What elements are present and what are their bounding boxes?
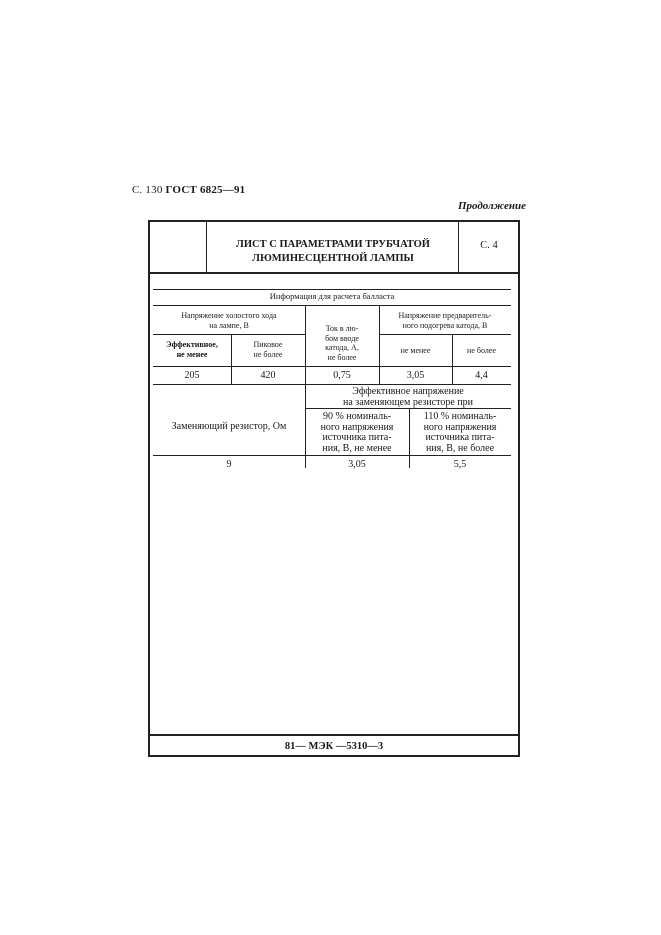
header-line: 90 % номиналь- bbox=[323, 411, 391, 422]
effective-voltage-header bbox=[153, 340, 231, 359]
header-line: не менее bbox=[176, 349, 208, 359]
continuation-label: Продолжение bbox=[457, 200, 526, 212]
page-header bbox=[132, 184, 245, 196]
preheat-min-header: не менее bbox=[400, 346, 431, 355]
header-line: бом вводе bbox=[325, 333, 359, 343]
sheet-title-line: ЛЮМИНЕСЦЕНТНОЙ ЛАМПЫ bbox=[252, 253, 414, 264]
header-line: источника пита- bbox=[322, 432, 392, 443]
resistor-label: Заменяющий резистор, Ом bbox=[171, 421, 287, 432]
preheat-max-header: не более bbox=[467, 346, 496, 355]
header-line: Напряжение предваритель- bbox=[398, 311, 492, 320]
ballast-top-rule bbox=[153, 289, 511, 290]
sheet-title-line: ЛИСТ С ПАРАМЕТРАМИ ТРУБЧАТОЙ bbox=[236, 239, 430, 250]
ballast-header-bottom-rule bbox=[153, 366, 511, 367]
sheet-title bbox=[208, 238, 458, 266]
standard-number: ГОСТ 6825—91 bbox=[165, 184, 246, 196]
ballast-subhead-rule-left bbox=[153, 334, 305, 335]
preheat-voltage-header bbox=[379, 311, 511, 330]
col-90-header bbox=[305, 412, 409, 454]
title-divider-left bbox=[206, 220, 207, 272]
ballast-caption: Информация для расчета балласта bbox=[269, 291, 395, 301]
voltage-110-value: 5,5 bbox=[453, 459, 467, 470]
header-line: источника пита- bbox=[425, 432, 495, 443]
header-line: не более bbox=[327, 352, 357, 362]
peak-voltage-header bbox=[231, 340, 305, 359]
header-line: на заменяющем резисторе при bbox=[342, 396, 473, 408]
open-circuit-voltage-header bbox=[153, 311, 305, 330]
footer-rule bbox=[148, 734, 520, 736]
ballast-caption-rule bbox=[153, 305, 511, 306]
page-number: С. 130 bbox=[132, 184, 163, 196]
effective-voltage-value: 205 bbox=[184, 370, 200, 381]
header-line: Эффективное напряжение bbox=[352, 386, 464, 397]
sheet-number: С. 4 bbox=[480, 240, 498, 251]
header-line: Ток в лю- bbox=[325, 324, 359, 333]
header-line: 110 % номиналь- bbox=[423, 411, 497, 422]
resistor-top-rule bbox=[153, 384, 511, 385]
resistor-header-bottom-rule bbox=[153, 455, 511, 456]
resistor-value: 9 bbox=[226, 459, 232, 470]
header-line: катода, А, bbox=[325, 343, 359, 352]
resistor-subhead-rule bbox=[305, 408, 511, 409]
header-line: ния, В, не более bbox=[425, 442, 495, 454]
header-line: на лампе, В bbox=[209, 320, 249, 330]
preheat-max-value: 4,4 bbox=[475, 370, 488, 381]
cathode-current-value: 0,75 bbox=[333, 370, 351, 381]
ballast-subhead-rule-right bbox=[379, 334, 511, 335]
header-line: не более bbox=[253, 349, 283, 359]
header-line: ния, В, не менее bbox=[322, 442, 392, 454]
header-line: ного напряжения bbox=[423, 421, 497, 433]
col-110-header bbox=[409, 412, 511, 454]
header-line: Эффективное, bbox=[166, 340, 218, 349]
preheat-min-value: 3,05 bbox=[406, 370, 425, 381]
cathode-current-header bbox=[305, 324, 379, 362]
voltage-90-value: 3,05 bbox=[348, 459, 366, 470]
footer-code: 81— МЭК —5310—3 bbox=[284, 741, 384, 752]
header-line: ного подогрева катода, В bbox=[402, 320, 488, 330]
title-bottom-rule bbox=[148, 272, 520, 274]
resistor-voltage-header bbox=[305, 387, 511, 408]
header-line: Пиковое bbox=[253, 340, 283, 349]
peak-voltage-value: 420 bbox=[260, 370, 276, 381]
header-line: ного напряжения bbox=[320, 421, 394, 433]
header-line: Напряжение холостого хода bbox=[181, 311, 277, 320]
